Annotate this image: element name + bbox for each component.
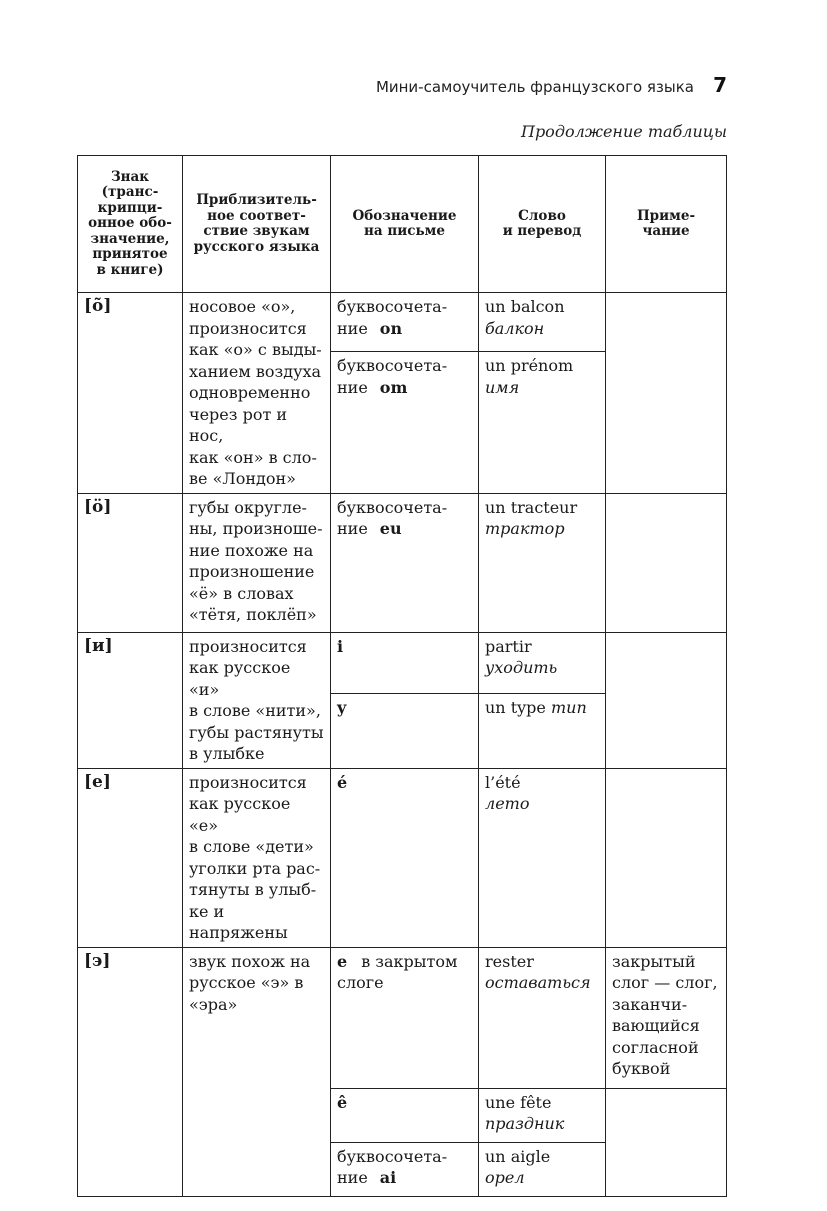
note-cell	[606, 632, 727, 768]
russian-translation: праздник	[485, 1114, 565, 1133]
spelling-letters: i	[337, 636, 344, 656]
column-header-note: Приме- чание	[606, 156, 727, 293]
note-cell	[606, 768, 727, 947]
french-word: un prénom	[485, 356, 574, 376]
french-word: un balcon	[485, 297, 565, 316]
sound-symbol: [õ]	[78, 293, 183, 494]
russian-translation: тип	[550, 697, 587, 717]
french-word: rester	[485, 951, 534, 971]
word-cell	[479, 1088, 606, 1142]
french-word: un tracteur	[485, 497, 578, 517]
phonetics-table	[77, 155, 727, 1197]
sound-description: произносится как русское «е» в слове «дети» уголки рта рас- тянуты в улыб- ке и напряжены	[183, 768, 331, 947]
note-cell	[606, 493, 727, 632]
column-header-word-translation: Слово и перевод	[479, 156, 606, 293]
spelling-letters: eu	[379, 519, 402, 538]
table-header-row	[78, 156, 727, 293]
page-number: 7	[713, 73, 727, 97]
spelling-letters: on	[379, 318, 403, 338]
table-row	[78, 632, 727, 693]
french-word: une fête	[485, 1092, 552, 1112]
table-row	[78, 493, 727, 632]
spelling-cell: e в закрытом слоге	[331, 947, 479, 1088]
spelling-cell	[331, 768, 479, 947]
word-cell	[479, 693, 606, 768]
russian-translation: орел	[485, 1168, 525, 1187]
russian-translation: трактор	[485, 519, 565, 538]
column-header-symbol: Знак (транс- крипци- онное обо- значение, принятое в книге)	[78, 156, 183, 293]
sound-description: произносится как русское «и» в слове «нити», губы растянуты в улыбке	[183, 632, 331, 768]
russian-translation: лето	[485, 794, 530, 813]
spelling-cell: буквосочета- ние ai	[331, 1142, 479, 1196]
russian-translation: оставаться	[485, 973, 591, 992]
word-cell	[479, 493, 606, 632]
spelling-letters: om	[379, 377, 408, 397]
sound-symbol: [ö]	[78, 493, 183, 632]
spelling-letters: y	[337, 697, 347, 717]
note-cell: закрытый слог — слог, заканчи- вающийся согласной буквой	[606, 947, 727, 1088]
spelling-letters: ê	[337, 1092, 348, 1112]
spelling-cell: буквосочета- ние on	[331, 293, 479, 352]
column-header-russian-equivalent: Приблизитель- ное соответ- ствие звукам русского языка	[183, 156, 331, 293]
column-header-spelling: Обозначение на письме	[331, 156, 479, 293]
table-row	[78, 293, 727, 352]
sound-description: звук похож на русское «э» в «эра»	[183, 947, 331, 1196]
spelling-cell	[331, 1088, 479, 1142]
french-word: un aigle	[485, 1146, 551, 1166]
russian-translation: уходить	[485, 658, 558, 677]
table-continuation-label: Продолжение таблицы	[520, 122, 727, 141]
sound-symbol: [е]	[78, 768, 183, 947]
word-cell	[479, 947, 606, 1088]
sound-description: губы округле- ны, произноше- ние похоже на произношение «ё» в словах «тётя, поклёп»	[183, 493, 331, 632]
spelling-cell: буквосочета- ние eu	[331, 493, 479, 632]
spelling-letters: é	[337, 772, 348, 792]
word-cell	[479, 352, 606, 493]
russian-translation: балкон	[485, 318, 545, 338]
word-cell	[479, 293, 606, 352]
table-row	[78, 768, 727, 947]
word-cell	[479, 632, 606, 693]
word-cell	[479, 768, 606, 947]
russian-translation: имя	[485, 377, 520, 397]
spelling-letters: ai	[379, 1168, 397, 1187]
word-cell	[479, 1142, 606, 1196]
spelling-cell	[331, 632, 479, 693]
spelling-cell	[331, 693, 479, 768]
sound-symbol: [э]	[78, 947, 183, 1196]
note-cell	[606, 1088, 727, 1196]
french-word: partir	[485, 636, 532, 656]
french-word: l’été	[485, 772, 521, 792]
sound-symbol: [и]	[78, 632, 183, 768]
note-cell	[606, 293, 727, 494]
spelling-cell: буквосочета- ние om	[331, 352, 479, 493]
french-word: un type	[485, 697, 546, 717]
spelling-letters: e	[337, 951, 348, 971]
sound-description: носовое «о», произносится как «о» с выды- ханием воздуха одновременно через рот и нос, как «он» в сло- ве «Лондон»	[183, 293, 331, 494]
book-title: Мини-самоучитель французского языка	[375, 78, 694, 96]
table-row	[78, 947, 727, 1088]
